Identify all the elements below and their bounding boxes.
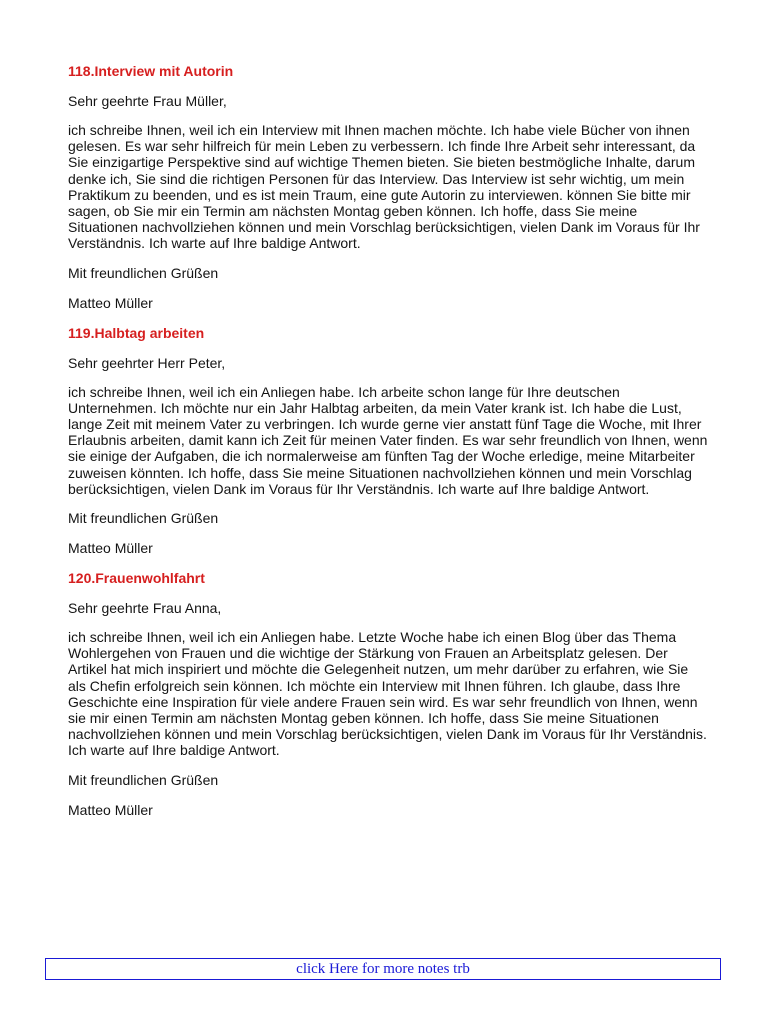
letter-title: 118.Interview mit Autorin [68,63,234,79]
more-notes-link[interactable]: click Here for more notes trb [45,958,721,980]
letter-signature: Matteo Müller [68,801,153,818]
letter-signature: Matteo Müller [68,294,153,311]
letter-title: 119.Halbtag arbeiten [68,324,205,341]
letter-body: ich schreibe Ihnen, weil ich ein Anliegen habe. Letzte Woche habe ich einen Blog über das Thema Wohlergehen von Frauen und die wichtige der Stärkung von Frauen an Arbeitsplatz gelesen. Der Artikel hat mich inspiriert und möchte die Gelegenheit nutzen, um mehr darüber zu erfahren, wie Sie als Chefin erfolgreich sein können. Ich möchte ein Interview mit Ihnen führen. Ich glaube, dass Ihre Geschichte eine Inspiration für viele andere Frauen sein wird. Es war sehr freundlich von Ihnen, wenn sie mir einen Termin am nächsten Montag geben können. Ich hoffe, dass Sie meine Situationen nachvollziehen können und mein Vorschlag berücksichtigen, vielen Dank im Voraus für Ihr Verständnis. Ich warte auf Ihre baldige Antwort. [68,629,707,759]
letter-119 [68,324,708,557]
document-content [68,62,708,831]
letter-signature: Matteo Müller [68,540,153,557]
letter-salutation: Sehr geehrte Frau Anna, [68,600,222,617]
letter-closing: Mit freundlichen Grüßen [68,264,219,281]
letter-salutation: Sehr geehrter Herr Peter, [68,354,226,371]
letter-120 [68,569,708,819]
letter-salutation: Sehr geehrte Frau Müller, [68,93,227,109]
letter-closing: Mit freundlichen Grüßen [68,510,219,527]
letter-118 [68,62,708,312]
letter-body: ich schreibe Ihnen, weil ich ein Anliegen habe. Ich arbeite schon lange für Ihre deutschen Unternehmen. Ich möchte nur ein Jahr Halbtag arbeiten, da mein Vater krank ist. Ich habe die Lust, lange Zeit mit meinem Vater zu verbringen. Ich wurde gerne vier anstatt fünf Tage die Woche, mit Ihrer Erlaubnis arbeiten, damit kann ich Zeit für meinen Vater finden. Es war sehr freundlich von Ihnen, wenn sie einige der Aufgaben, die ich normalerweise am fünften Tag der Woche erledige, meine Mitarbeiter zuweisen könnten. Ich hoffe, dass Sie meine Situationen nachvollziehen können und mein Vorschlag berücksichtigen, vielen Dank im Voraus für Ihr Verständnis. Ich warte auf Ihre baldige Antwort. [68,383,708,497]
letter-closing: Mit freundlichen Grüßen [68,771,219,788]
letter-title: 120.Frauenwohlfahrt [68,570,205,587]
letter-body: ich schreibe Ihnen, weil ich ein Interview mit Ihnen machen möchte. Ich habe viele Bücher von ihnen gelesen. Es war sehr hilfreich für mein Leben zu verbessern. Ich finde Ihre Arbeit sehr interessant, da Sie einzigartige Perspektive sind auf wichtige Themen bieten. Sie bieten bestmögliche Inhalte, darum denke ich, Sie sind die richtigen Personen für das Interview. Das Interview ist sehr wichtig, um mein Praktikum zu beenden, und es ist mein Traum, eine gute Autorin zu interviewen. können Sie bitte mir sagen, ob Sie mir ein Termin am nächsten Montag geben können. Ich hoffe, dass Sie meine Situationen nachvollziehen können und mein Vorschlag berücksichtigen, vielen Dank im Voraus für Ihr Verständnis. Ich warte auf Ihre baldige Antwort. [68,122,700,252]
